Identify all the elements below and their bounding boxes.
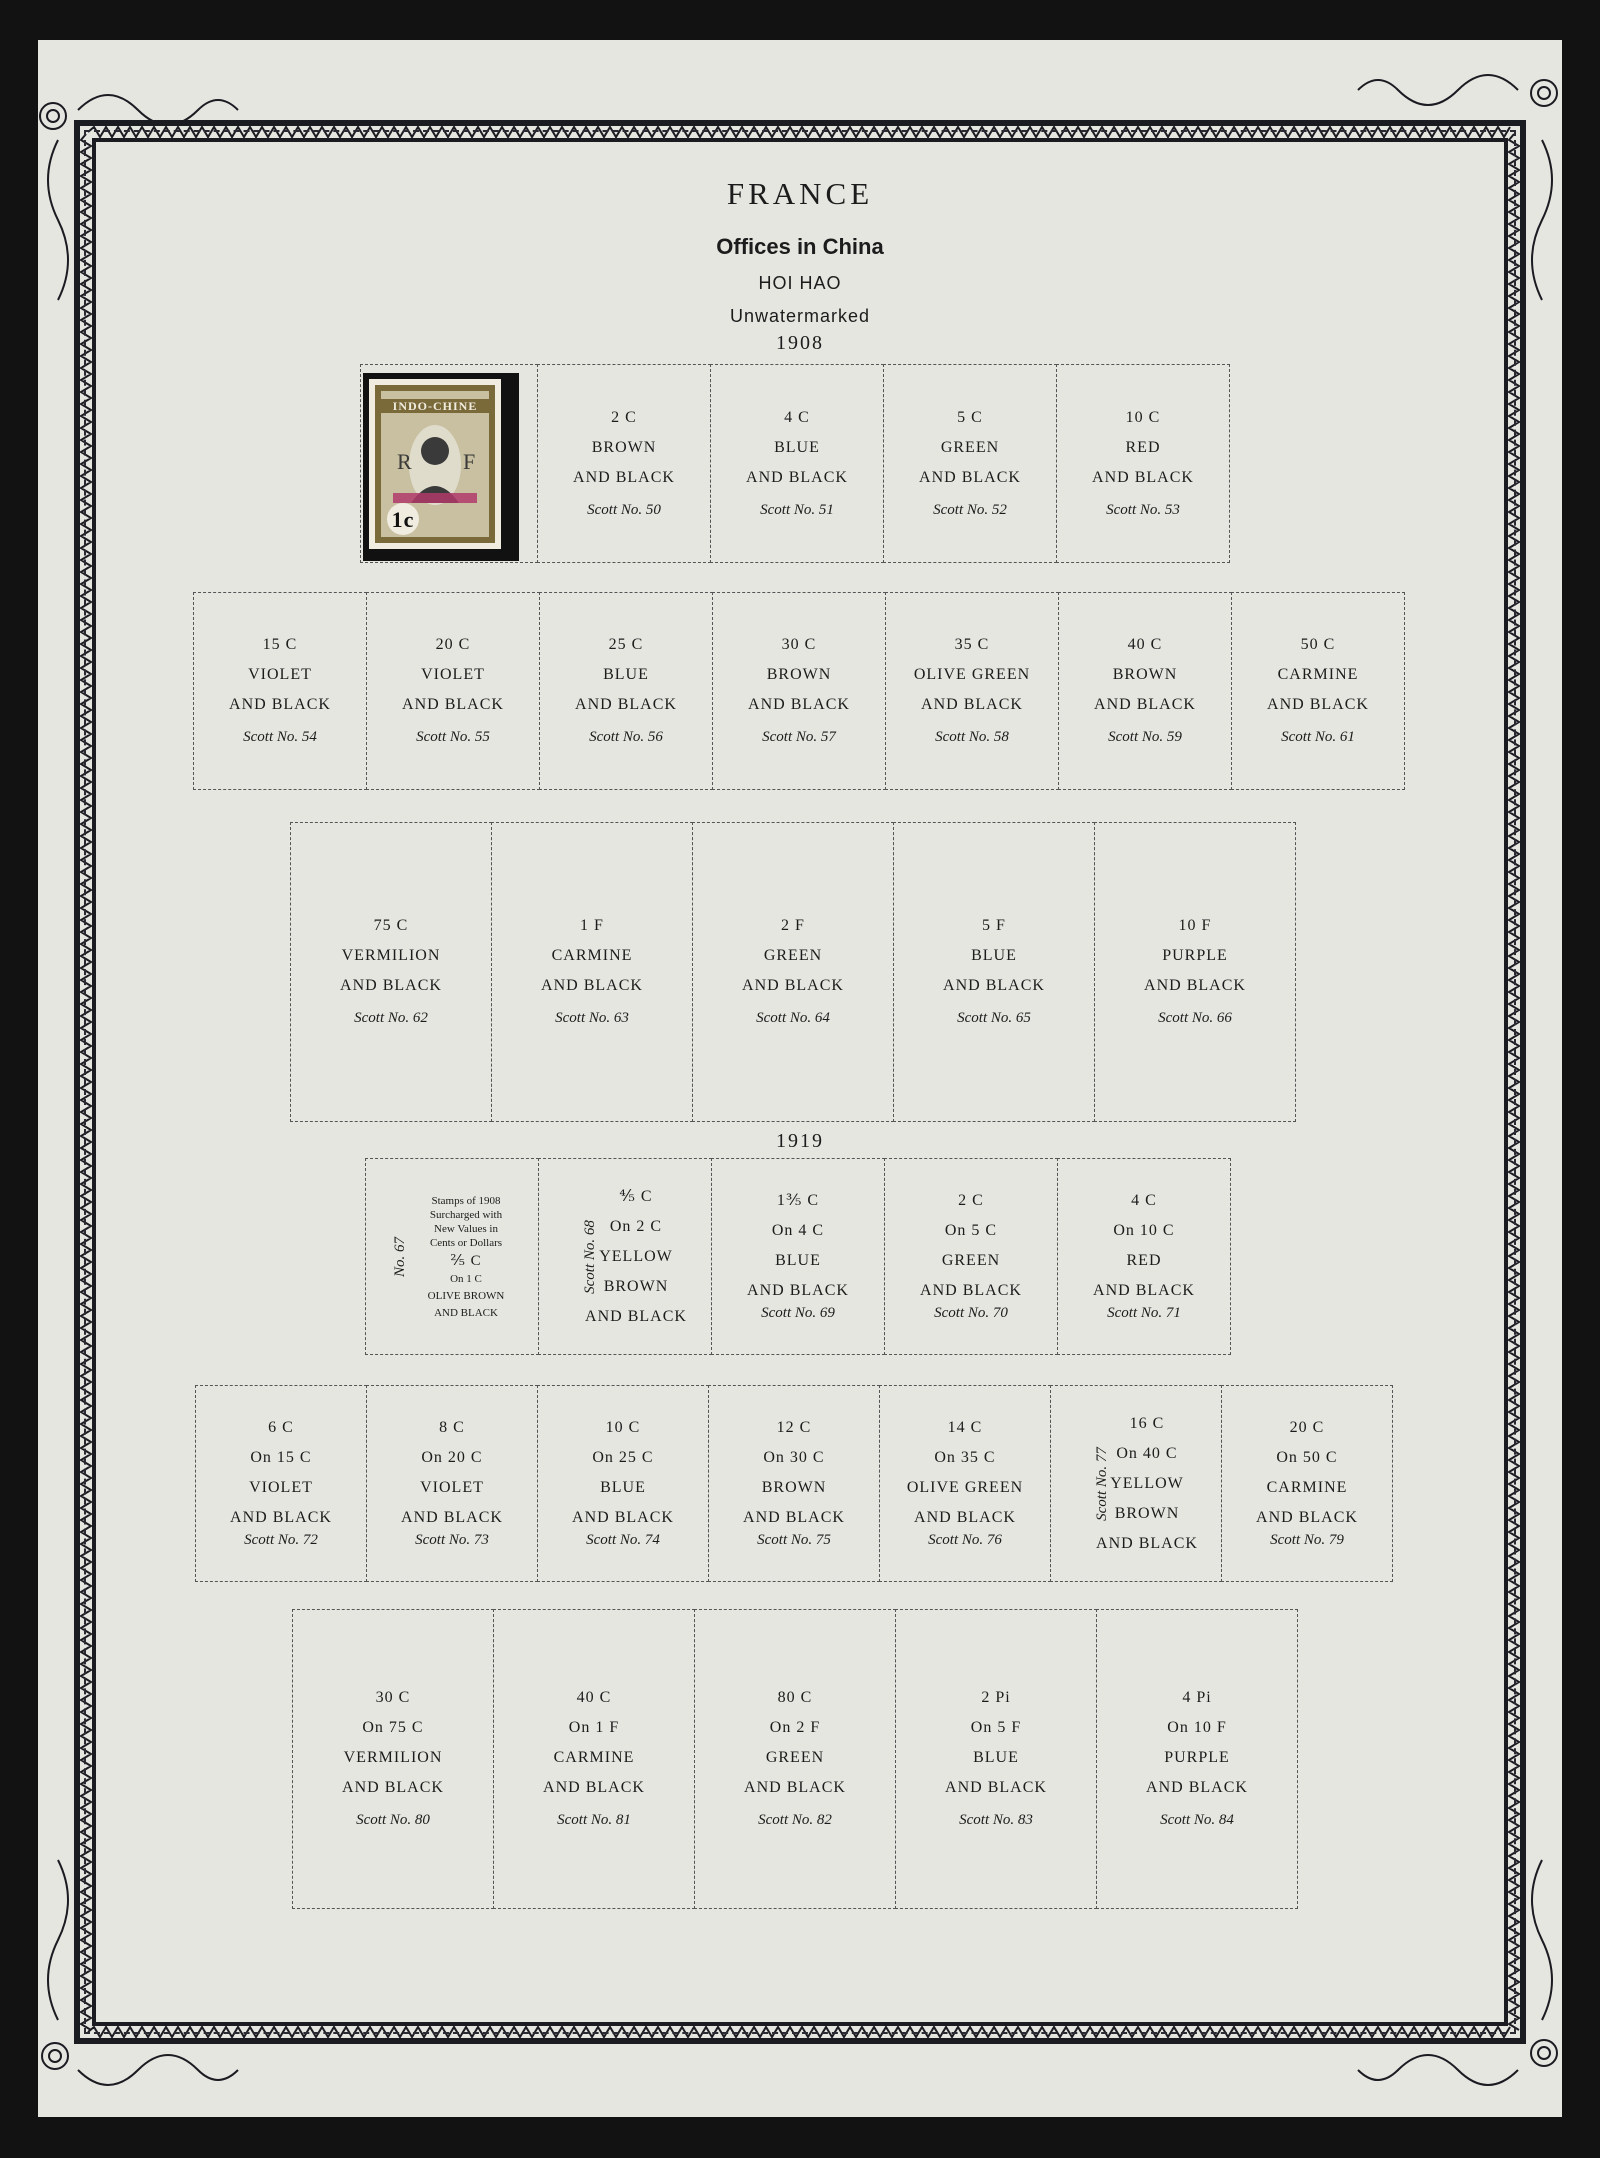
denomination: 8 C: [439, 1418, 465, 1436]
surcharge-base: On 30 C: [763, 1448, 825, 1466]
stamp-color-suffix: AND BLACK: [1267, 696, 1369, 713]
stamp-color: OLIVE BROWN: [427, 1289, 505, 1302]
surcharge-note: Cents or Dollars: [429, 1236, 503, 1249]
denomination: 20 C: [1289, 1418, 1325, 1436]
page-subtitle: Offices in China: [716, 234, 884, 259]
scott-number: Scott No. 76: [928, 1531, 1002, 1548]
stamp-space[interactable]: [1050, 1385, 1222, 1582]
stamp-color-suffix: AND BLACK: [401, 1508, 503, 1526]
stamp-color-suffix: AND BLACK: [575, 696, 677, 713]
stamp-color-suffix: AND BLACK: [229, 696, 331, 713]
scott-number: Scott No. 51: [760, 501, 834, 518]
stamp-color-suffix: AND BLACK: [1144, 977, 1246, 994]
stamp-row: [195, 1385, 1392, 1582]
stamp-color: VIOLET: [249, 1478, 313, 1496]
stamp-space[interactable]: [1058, 592, 1232, 790]
scott-number: No. 67: [392, 1236, 409, 1277]
denomination: 30 C: [781, 636, 817, 653]
year-heading: 1919: [776, 1130, 824, 1152]
surcharge-base: On 4 C: [771, 1221, 825, 1239]
denomination: 40 C: [1127, 636, 1163, 653]
stamp-space[interactable]: [879, 1385, 1051, 1582]
surcharge-base: On 20 C: [421, 1448, 483, 1466]
stamp-color-suffix: AND BLACK: [746, 468, 848, 486]
stamp-color-suffix: AND BLACK: [434, 1306, 498, 1319]
stamp-space-mounted[interactable]: [360, 364, 538, 563]
denomination: 40 C: [576, 1689, 612, 1706]
scott-number: Scott No. 64: [756, 1010, 830, 1026]
surcharge-base: On 75 C: [362, 1719, 424, 1736]
stamp-color: OLIVE GREEN: [906, 1478, 1024, 1496]
stamp-space[interactable]: [366, 1385, 538, 1582]
surcharge-note: Stamps of 1908: [431, 1194, 501, 1207]
stamp-space[interactable]: [895, 1609, 1097, 1909]
scott-number: Scott No. 70: [934, 1304, 1008, 1321]
scott-number: Scott No. 55: [416, 729, 490, 745]
scott-number: Scott No. 63: [555, 1010, 629, 1026]
stamp-space[interactable]: [538, 1158, 712, 1355]
denomination: 12 C: [776, 1418, 812, 1436]
stamp-color-suffix: AND BLACK: [744, 1779, 846, 1796]
stamp-color: BROWN: [603, 1277, 669, 1295]
stamp-color: GREEN: [940, 438, 1000, 456]
stamp-image: [363, 373, 519, 561]
surcharge-note: Surcharged with: [429, 1208, 503, 1221]
stamp-space[interactable]: [1231, 592, 1405, 790]
stamp-color: RED: [1125, 438, 1161, 456]
denomination: 15 C: [262, 636, 298, 653]
stamp-color-suffix: AND BLACK: [1094, 696, 1196, 713]
stamp-space[interactable]: [537, 1385, 709, 1582]
location-heading: HOI HAO: [758, 273, 842, 293]
stamp-space[interactable]: [711, 1158, 885, 1355]
watermark-note: Unwatermarked: [729, 306, 871, 326]
stamp-color: CARMINE: [553, 1749, 635, 1766]
stamp-color-suffix: AND BLACK: [1256, 1508, 1358, 1526]
scott-number: Scott No. 53: [1106, 501, 1180, 518]
stamp-row: [193, 592, 1404, 790]
surcharge-base: On 25 C: [592, 1448, 654, 1466]
surcharge-base: On 10 C: [1113, 1221, 1175, 1239]
stamp-color-suffix: AND BLACK: [543, 1779, 645, 1796]
stamp-color-suffix: AND BLACK: [1146, 1779, 1248, 1796]
scott-number: Scott No. 69: [761, 1304, 835, 1321]
stamp-space[interactable]: [885, 592, 1059, 790]
stamp-mount: [363, 373, 519, 561]
scott-number: Scott No. 52: [933, 501, 1007, 518]
stamp-color-suffix: AND BLACK: [1096, 1534, 1198, 1552]
scott-number: Scott No. 56: [589, 729, 663, 745]
stamp-color: OLIVE GREEN: [913, 666, 1031, 683]
denomination: 20 C: [435, 636, 471, 653]
stamp-color-suffix: AND BLACK: [342, 1779, 444, 1796]
stamp-space[interactable]: [694, 1609, 896, 1909]
scott-number: Scott No. 73: [415, 1531, 489, 1548]
denomination: 2 F: [781, 917, 805, 934]
stamp-color-suffix: AND BLACK: [1092, 468, 1194, 486]
stamp-color: VIOLET: [421, 666, 485, 683]
scott-number: Scott No. 58: [935, 729, 1009, 745]
stamp-color: VIOLET: [420, 1478, 484, 1496]
denomination: 6 C: [268, 1418, 294, 1436]
stamp-color: BROWN: [1114, 1504, 1180, 1522]
stamp-color-suffix: AND BLACK: [541, 977, 643, 994]
stamp-color-suffix: AND BLACK: [748, 696, 850, 713]
stamp-row: [290, 822, 1295, 1122]
stamp-color-suffix: AND BLACK: [230, 1508, 332, 1526]
scott-number: Scott No. 80: [356, 1812, 430, 1828]
scott-number: Scott No. 84: [1160, 1812, 1234, 1828]
scott-number: Scott No. 81: [557, 1812, 631, 1828]
stamp-space[interactable]: [1056, 364, 1230, 563]
surcharge-base: On 2 F: [769, 1719, 821, 1736]
svg-text:F: F: [463, 449, 477, 474]
denomination: 16 C: [1129, 1414, 1165, 1432]
scott-number: Scott No. 61: [1281, 729, 1355, 745]
scott-number: Scott No. 65: [957, 1010, 1031, 1026]
denomination: 1⅗ C: [776, 1191, 820, 1209]
stamp-color: BLUE: [774, 438, 820, 456]
stamp-space[interactable]: [1096, 1609, 1298, 1909]
denomination: 2 Pi: [981, 1689, 1011, 1706]
scott-number: Scott No. 66: [1158, 1010, 1232, 1026]
stamp-space[interactable]: [193, 592, 367, 790]
stamp-space[interactable]: [491, 822, 693, 1122]
stamp-color: BLUE: [973, 1749, 1019, 1766]
stamp-color: BLUE: [775, 1251, 821, 1269]
stamp-color-suffix: AND BLACK: [1093, 1281, 1195, 1299]
denomination: 4 C: [1131, 1191, 1157, 1209]
denomination: 75 C: [373, 917, 409, 934]
stamp-row: [292, 1609, 1297, 1909]
surcharge-base: On 5 F: [970, 1719, 1022, 1736]
stamp-color: CARMINE: [1266, 1478, 1348, 1496]
surcharge-base: On 10 F: [1167, 1719, 1227, 1736]
stamp-color-suffix: AND BLACK: [402, 696, 504, 713]
scott-number: Scott No. 54: [243, 729, 317, 745]
stamp-row: [360, 364, 1229, 563]
denomination: 14 C: [947, 1418, 983, 1436]
stamp-color: VIOLET: [248, 666, 312, 683]
denomination: 10 C: [1125, 408, 1161, 426]
denomination: 50 C: [1300, 636, 1336, 653]
stamp-color: BROWN: [766, 666, 832, 683]
stamp-color-suffix: AND BLACK: [920, 1281, 1022, 1299]
scott-number: Scott No. 77: [1093, 1446, 1110, 1521]
surcharge-base: On 1 F: [568, 1719, 620, 1736]
stamp-color: BROWN: [591, 438, 657, 456]
denomination: ⅖ C: [450, 1252, 482, 1269]
stamp-color: PURPLE: [1164, 1749, 1230, 1766]
stamp-color-suffix: AND BLACK: [747, 1281, 849, 1299]
stamp-color: BLUE: [600, 1478, 646, 1496]
stamp-color-suffix: AND BLACK: [743, 1508, 845, 1526]
stamp-color: BROWN: [761, 1478, 827, 1496]
stamp-space[interactable]: [366, 592, 540, 790]
denomination: 30 C: [375, 1689, 411, 1706]
stamp-space[interactable]: [893, 822, 1095, 1122]
denomination: 4 Pi: [1182, 1689, 1212, 1706]
stamp-color-suffix: AND BLACK: [340, 977, 442, 994]
scott-number: Scott No. 68: [581, 1219, 598, 1294]
surcharge-base: On 1 C: [450, 1272, 482, 1285]
stamp-space[interactable]: [195, 1385, 367, 1582]
scott-number: Scott No. 72: [244, 1531, 318, 1548]
stamp-space[interactable]: [1057, 1158, 1231, 1355]
scott-number: Scott No. 50: [587, 501, 661, 518]
stamp-color: GREEN: [765, 1749, 825, 1766]
svg-text:INDO-CHINE: INDO-CHINE: [392, 399, 478, 413]
stamp-color: PURPLE: [1162, 947, 1228, 964]
denomination: 10 C: [605, 1418, 641, 1436]
stamp-space[interactable]: [365, 1158, 539, 1355]
stamp-color: VERMILION: [343, 1749, 443, 1766]
stamp-space[interactable]: [537, 364, 711, 563]
surcharge-base: On 40 C: [1116, 1444, 1178, 1462]
album-page: [38, 40, 1562, 2117]
stamp-space[interactable]: [539, 592, 713, 790]
stamp-space[interactable]: [710, 364, 884, 563]
stamp-color: BROWN: [1112, 666, 1178, 683]
denomination: 2 C: [611, 408, 637, 426]
denomination: 1 F: [580, 917, 604, 934]
stamp-space[interactable]: [708, 1385, 880, 1582]
stamp-color: VERMILION: [341, 947, 441, 964]
scott-number: Scott No. 57: [762, 729, 836, 745]
stamp-space[interactable]: [712, 592, 886, 790]
denomination: 2 C: [958, 1191, 984, 1209]
scott-number: Scott No. 59: [1108, 729, 1182, 745]
scott-number: Scott No. 82: [758, 1812, 832, 1828]
stamp-color-suffix: AND BLACK: [943, 977, 1045, 994]
stamp-color-suffix: AND BLACK: [742, 977, 844, 994]
stamp-color: YELLOW: [1110, 1474, 1184, 1492]
stamp-color-suffix: AND BLACK: [919, 468, 1021, 486]
stamp-color: GREEN: [941, 1251, 1001, 1269]
stamp-space[interactable]: [884, 1158, 1058, 1355]
stamp-space[interactable]: [1221, 1385, 1393, 1582]
stamp-color: CARMINE: [1277, 666, 1359, 683]
denomination: 4 C: [784, 408, 810, 426]
scott-number: Scott No. 62: [354, 1010, 428, 1026]
stamp-color-suffix: AND BLACK: [573, 468, 675, 486]
denomination: 25 C: [608, 636, 644, 653]
surcharge-base: On 50 C: [1276, 1448, 1338, 1466]
scott-number: Scott No. 75: [757, 1531, 831, 1548]
stamp-color: BLUE: [971, 947, 1017, 964]
surcharge-base: On 15 C: [250, 1448, 312, 1466]
surcharge-base: On 2 C: [609, 1217, 663, 1235]
denomination: 5 F: [982, 917, 1006, 934]
svg-text:R: R: [397, 449, 413, 474]
surcharge-base: On 35 C: [934, 1448, 996, 1466]
stamp-color-suffix: AND BLACK: [945, 1779, 1047, 1796]
stamp-space[interactable]: [493, 1609, 695, 1909]
stamp-color: CARMINE: [551, 947, 633, 964]
stamp-space[interactable]: [883, 364, 1057, 563]
stamp-space[interactable]: [692, 822, 894, 1122]
stamp-color-suffix: AND BLACK: [921, 696, 1023, 713]
denomination: 80 C: [777, 1689, 813, 1706]
page-title: FRANCE: [726, 176, 874, 211]
stamp-row: [365, 1158, 1230, 1355]
denomination: 35 C: [954, 636, 990, 653]
stamp-color-suffix: AND BLACK: [585, 1307, 687, 1325]
stamp-space[interactable]: [292, 1609, 494, 1909]
scott-number: Scott No. 83: [959, 1812, 1033, 1828]
stamp-color: YELLOW: [599, 1247, 673, 1265]
stamp-color-suffix: AND BLACK: [914, 1508, 1016, 1526]
stamp-color: BLUE: [603, 666, 649, 683]
denomination: 5 C: [957, 408, 983, 426]
scott-number: Scott No. 74: [586, 1531, 660, 1548]
surcharge-base: On 5 C: [944, 1221, 998, 1239]
svg-text:1c: 1c: [391, 507, 415, 532]
stamp-color: RED: [1126, 1251, 1162, 1269]
stamp-space[interactable]: [1094, 822, 1296, 1122]
denomination: ⅘ C: [619, 1187, 653, 1205]
surcharge-note: New Values in: [434, 1222, 498, 1235]
scott-number: Scott No. 71: [1107, 1304, 1181, 1321]
stamp-color: GREEN: [763, 947, 823, 964]
year-heading: 1908: [776, 332, 824, 354]
stamp-space[interactable]: [290, 822, 492, 1122]
scott-number: Scott No. 79: [1270, 1531, 1344, 1548]
denomination: 10 F: [1178, 917, 1212, 934]
stamp-color-suffix: AND BLACK: [572, 1508, 674, 1526]
